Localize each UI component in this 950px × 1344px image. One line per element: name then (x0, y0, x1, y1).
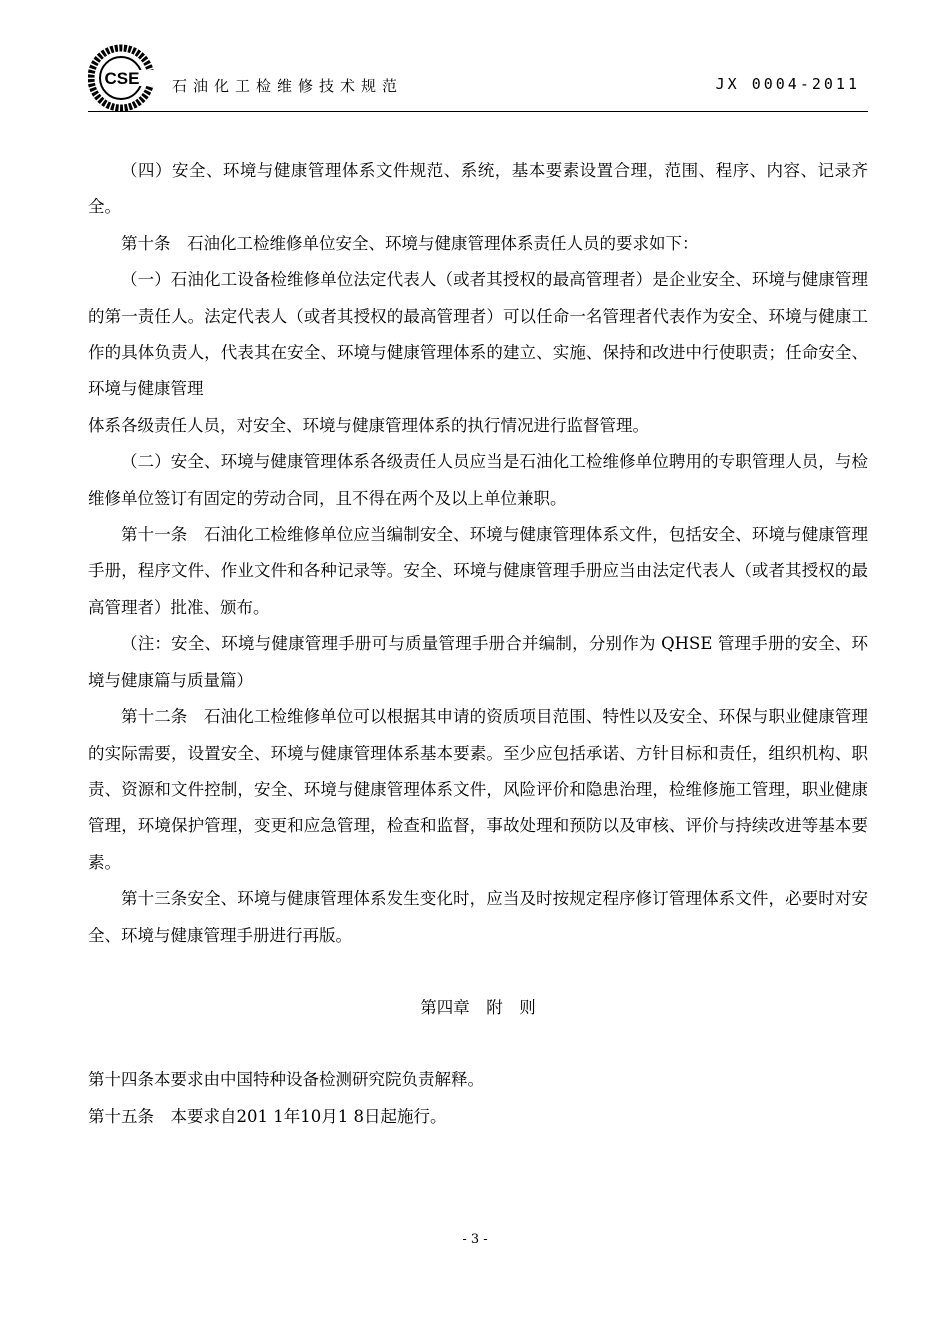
page-number: - 3 - (462, 1232, 488, 1247)
article-14: 第十四条本要求由中国特种设备检测研究院负责解释。 (88, 1070, 484, 1090)
article-10: 第十条 石油化工检维修单位安全、环境与健康管理体系责任人员的要求如下： (121, 233, 699, 253)
article-10-item-1: （一）石油化工设备检维修单位法定代表人（或者其授权的最高管理者）是企业安全、环境与健康管理的第一责任人。法定代表人（或者其授权的最高管理者）可以任命一名管理者代表作为安全、环境与健康工作的具体负责人，代表其在安全、环境与健康管理体系的建立、实施、保持和改进中行使职责；任命安全、环境与健康管理 (88, 270, 868, 399)
article-10-item-1-continued: 体系各级责任人员，对安全、环境与健康管理体系的执行情况进行监督管理。 (88, 415, 649, 435)
header-divider (88, 111, 868, 112)
document-code: JX 0004-2011 (715, 75, 860, 93)
article-15: 第十五条 本要求自201 1年10月1 8日起施行。 (88, 1106, 447, 1126)
document-body (88, 153, 868, 1135)
svg-text:CSE: CSE (104, 69, 140, 88)
article-13: 第十三条安全、环境与健康管理体系发生变化时，应当及时按规定程序修订管理体系文件，必要时对安全、环境与健康管理手册进行再版。 (88, 889, 868, 945)
spacer (88, 954, 868, 990)
article-10-item-2: （二）安全、环境与健康管理体系各级责任人员应当是石油化工检维修单位聘用的专职管理人员，与检维修单位签订有固定的劳动合同，且不得在两个及以上单位兼职。 (88, 452, 868, 508)
paragraph-item-4: （四）安全、环境与健康管理体系文件规范、系统，基本要素设置合理，范围、程序、内容、记录齐全。 (88, 161, 868, 217)
chapter-title: 第四章 附 则 (420, 997, 536, 1017)
cse-logo (88, 44, 156, 112)
article-11-note: （注：安全、环境与健康管理手册可与质量管理手册合并编制，分别作为 QHSE 管理手册的安全、环境与健康篇与质量篇） (88, 634, 868, 690)
document-series-title: 石油化工检维修技术规范 (172, 77, 404, 95)
article-12: 第十二条 石油化工检维修单位可以根据其申请的资质项目范围、特性以及安全、环保与职业健康管理的实际需要，设置安全、环境与健康管理体系基本要素。至少应包括承诺、方针目标和责任，组织机构、职责、资源和文件控制，安全、环境与健康管理体系文件，风险评价和隐患治理，检维修施工管理，职业健康管理，环境保护管理，变更和应急管理，检查和监督，事故处理和预防以及审核、评价与持续改进等基本要素。 (88, 707, 868, 872)
page-header (88, 44, 868, 114)
spacer (88, 1026, 868, 1062)
article-11: 第十一条 石油化工检维修单位应当编制安全、环境与健康管理体系文件，包括安全、环境与健康管理手册，程序文件、作业文件和各种记录等。安全、环境与健康管理手册应当由法定代表人（或者其授权的最高管理者）批准、颁布。 (88, 525, 868, 617)
